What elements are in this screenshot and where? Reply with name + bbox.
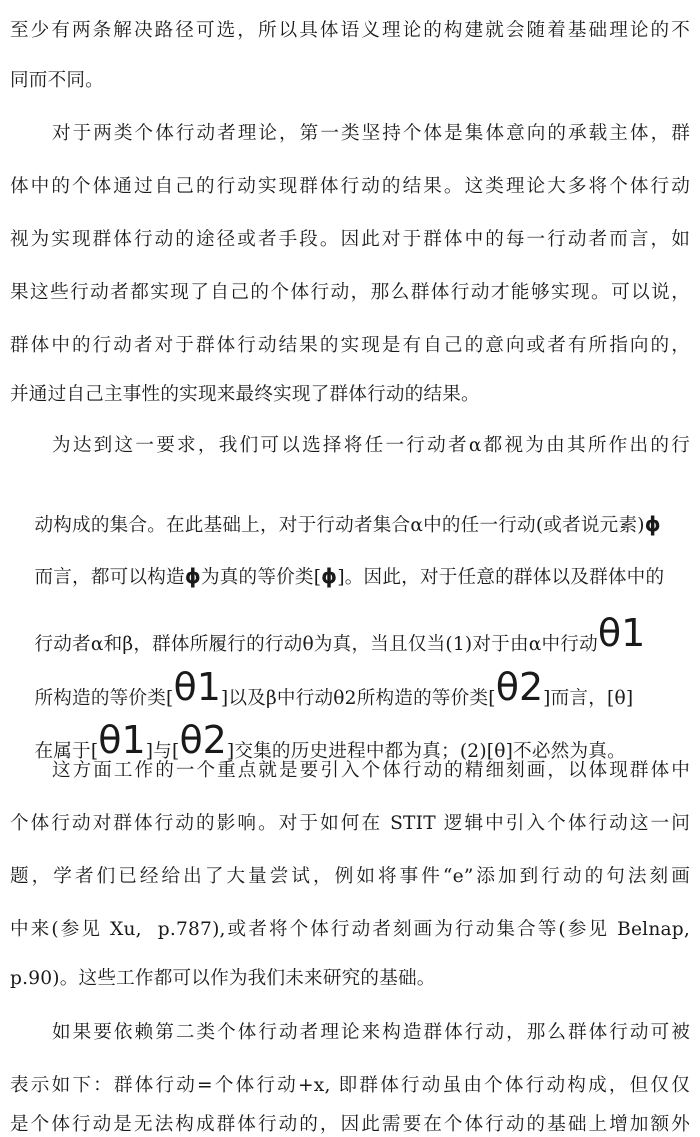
text-line: 至少有两条解决路径可选，所以具体语义理论的构建就会随着基础理论的不 <box>10 20 690 41</box>
text-line: 同而不同。 <box>10 70 104 91</box>
text-line: 视为实现群体行动的途径或者手段。因此对于群体中的每一行动者而言，如 <box>10 229 690 250</box>
text-line: 这方面工作的一个重点就是要引入个体行动的精细刻画，以体现群体中 <box>52 760 690 781</box>
text-segment: 为真的等价类[ <box>200 567 322 588</box>
text-segment: 行动者α和β，群体所履行的行动θ为真，当且仅当(1)对于由α中行动 <box>34 634 598 655</box>
text-segment: 动构成的集合。在此基础上，对于行动者集合α中的任一行动(或者说元素) <box>34 515 645 536</box>
theta2-symbol: θ2 <box>179 718 227 762</box>
text-line: 如果要依赖第二类个体行动者理论来构造群体行动，那么群体行动可被 <box>52 1022 690 1043</box>
theta2-symbol: θ2 <box>495 665 544 709</box>
text-segment: ]。因此，对于任意的群体以及群体中的 <box>337 567 665 588</box>
text-segment: ]交集的历史进程中都为真；(2)[θ]不必然为真。 <box>226 741 626 762</box>
phi-symbol: ϕ <box>184 564 201 588</box>
text-line: p.90)。这些工作都可以作为我们未来研究的基础。 <box>10 968 436 989</box>
text-segment: ]与[ <box>145 741 180 762</box>
text-line: 果这些行动者都实现了自己的个体行动，那么群体行动才能够实现。可以说， <box>10 282 690 303</box>
text-segment: ]以及β中行动θ2所构造的等价类[ <box>220 688 496 709</box>
text-line: 体中的个体通过自己的行动实现群体行动的结果。这类理论大多将个体行动 <box>10 176 690 197</box>
theta1-symbol: θ1 <box>597 611 646 655</box>
theta1-symbol: θ1 <box>173 665 221 709</box>
text-line: 并通过自己主事性的实现来最终实现了群体行动的结果。 <box>10 384 480 405</box>
text-line: 是个体行动是无法构成群体行动的，因此需要在个体行动的基础上增加额外 <box>10 1114 690 1135</box>
phi-symbol: ϕ <box>644 512 661 536</box>
text-line: 中来(参见 Xu, p.787),或者将个体行动者刻画为行动集合等(参见 Belnap, <box>10 919 690 940</box>
text-line: 群体中的行动者对于群体行动结果的实现是有自己的意向或者有所指向的， <box>10 335 690 356</box>
phi-symbol: ϕ <box>321 564 338 588</box>
text-segment: ]而言，[θ] <box>543 688 634 709</box>
text-line: 题，学者们已经给出了大量尝试，例如将事件“e”添加到行动的句法刻画 <box>10 866 690 887</box>
text-segment: 在属于[ <box>34 741 99 762</box>
theta1-symbol: θ1 <box>98 718 146 762</box>
text-line: 表示如下：群体行动=个体行动+x, 即群体行动虽由个体行动构成，但仅仅 <box>10 1075 690 1096</box>
text-line: 个体行动对群体行动的影响。对于如何在 STIT 逻辑中引入个体行动这一问 <box>10 813 690 834</box>
text-segment: 所构造的等价类[ <box>34 688 174 709</box>
text-line: 为达到这一要求，我们可以选择将任一行动者α都视为由其所作出的行 <box>52 435 690 456</box>
text-line: 对于两类个体行动者理论，第一类坚持个体是集体意向的承载主体，群 <box>52 123 690 144</box>
text-segment: 而言，都可以构造 <box>34 567 185 588</box>
